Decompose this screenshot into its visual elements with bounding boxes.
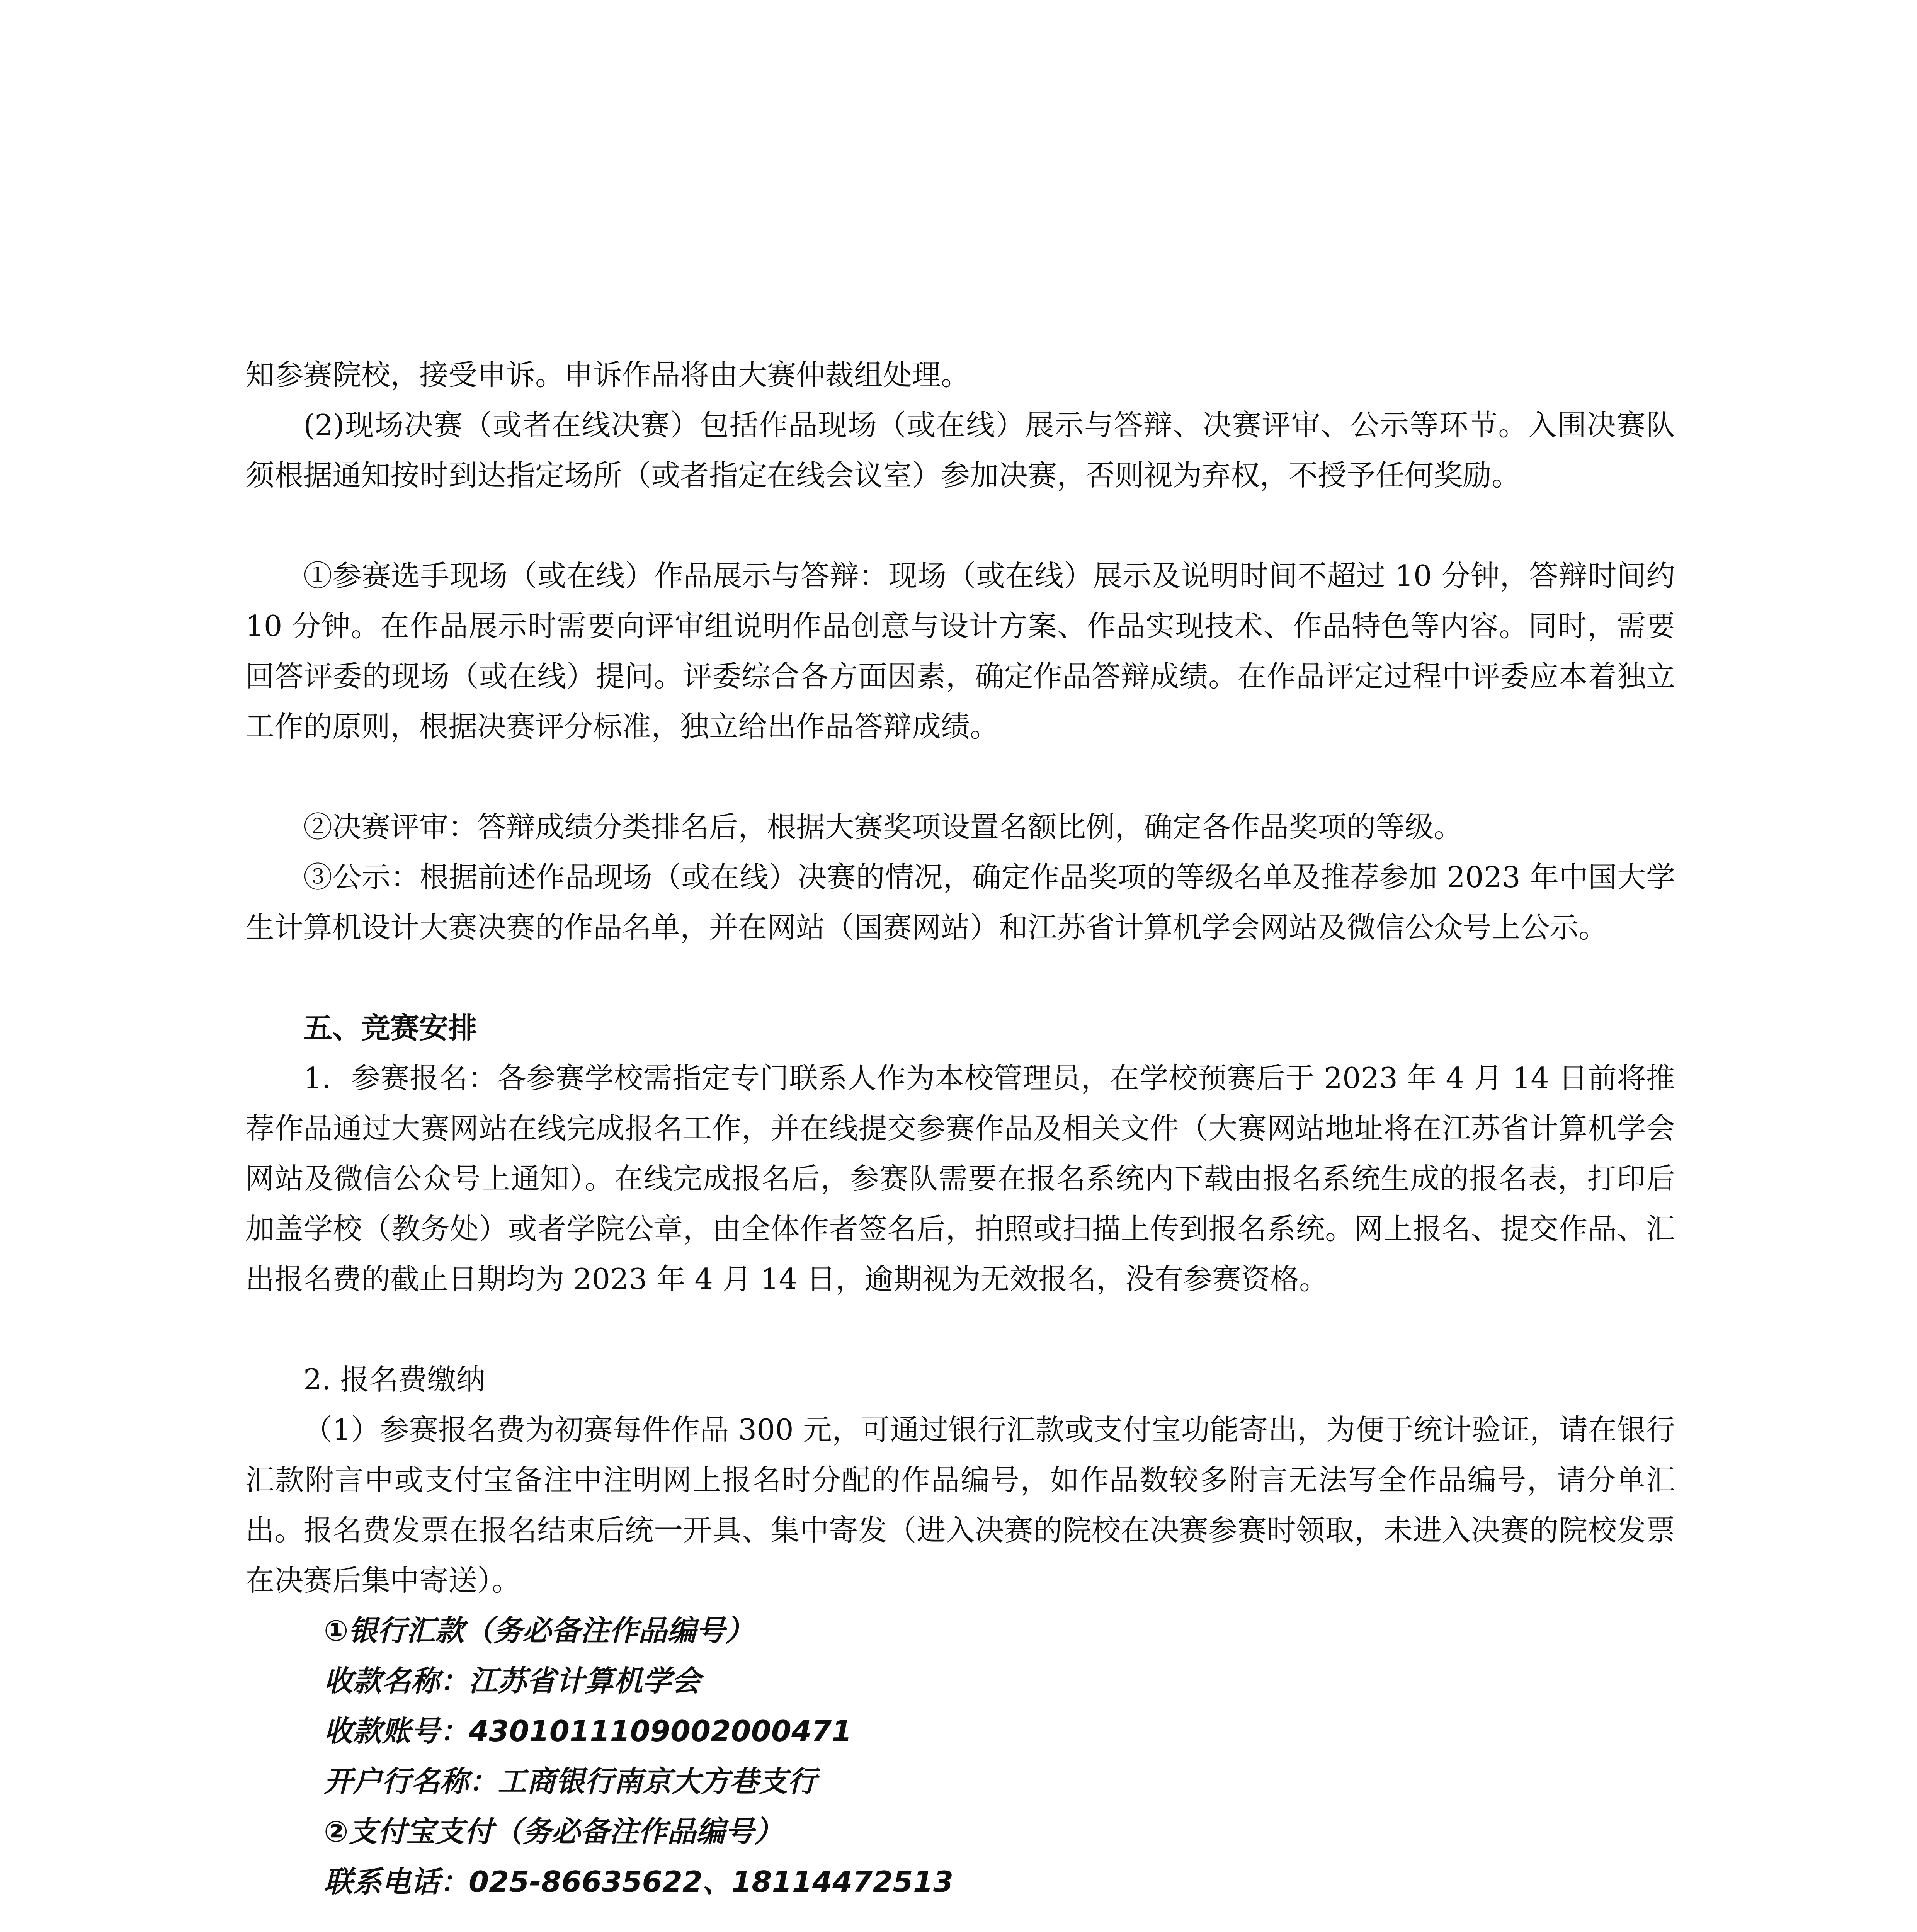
paragraph-registration: 1．参赛报名：各参赛学校需指定专门联系人作为本校管理员，在学校预赛后于 2023 年 4 月 14 日前将推荐作品通过大赛网站在线完成报名工作，并在线提交参赛作品及相关文件（大赛网站地址将在江苏省计算机学会网站及微信公众号上通知）。在线完成报名后，参赛队需要在报名系统内下载由报名系统生成的报名表，打印后加盖学校（教务处）或者学院公章，由全体作者签名后，拍照或扫描上传到报名系统。网上报名、提交作品、汇出报名费的截止日期均为 2023 年 4 月 14 日，逾期视为无效报名，没有参赛资格。 (245, 1061, 1675, 1296)
contact-phone: 联系电话：025-86635622、18114472513 (324, 1865, 954, 1899)
alipay-payment-title: ②支付宝支付（务必备注作品编号） (324, 1815, 783, 1849)
paragraph-presentation-defense: ①参赛选手现场（或在线）作品展示与答辩：现场（或在线）展示及说明时间不超过 10 分钟，答辩时间约 10 分钟。在作品展示时需要向评审组说明作品创意与设计方案、作品实现技术、作品特色等内容。同时，需要回答评委的现场（或在线）提问。评委综合各方面因素，确定作品答辩成绩。在作品评定过程中评委应本着独立工作的原则，根据决赛评分标准，独立给出作品答辩成绩。 (245, 559, 1675, 743)
alipay-welcome-banner (0, 1924, 1917, 1932)
paragraph-final-round: (2)现场决赛（或者在线决赛）包括作品现场（或在线）展示与答辩、决赛评审、公示等环节。入围决赛队须根据通知按时到达指定场所（或者指定在线会议室）参加决赛，否则视为弃权，不授予任何奖励。 (245, 408, 1675, 492)
bank-name: 开户行名称：工商银行南京大方巷支行 (324, 1764, 817, 1798)
paragraph-appeal-end: 知参赛院校，接受申诉。申诉作品将由大赛仲裁组处理。 (245, 358, 970, 392)
paragraph-fee-heading: 2. 报名费缴纳 (303, 1362, 485, 1396)
account-number: 收款账号：4301011109002000471 (324, 1714, 852, 1748)
bank-transfer-title: ①银行汇款（务必备注作品编号） (324, 1614, 754, 1648)
paragraph-final-review: ②决赛评审：答辩成绩分类排名后，根据大赛奖项设置名额比例，确定各作品奖项的等级。 (303, 810, 1463, 844)
paragraph-publicity: ③公示：根据前述作品现场（或在线）决赛的情况，确定作品奖项的等级名单及推荐参加 2023 年中国大学生计算机设计大赛决赛的作品名单，并在网站（国赛网站）和江苏省计算机学会网站及微信公众号上公示。 (245, 860, 1675, 944)
paragraph-registration-fee: （1）参赛报名费为初赛每件作品 300 元，可通过银行汇款或支付宝功能寄出，为便于统计验证，请在银行汇款附言中或支付宝备注中注明网上报名时分配的作品编号，如作品数较多附言无法写全作品编号，请分单汇出。报名费发票在报名结束后统一开具、集中寄发（进入决赛的院校在决赛参赛时领取，未进入决赛的院校发票在决赛后集中寄送）。 (245, 1413, 1675, 1597)
payee-name: 收款名称：江苏省计算机学会 (324, 1664, 701, 1698)
section-heading-competition-schedule: 五、竞赛安排 (303, 1011, 478, 1045)
